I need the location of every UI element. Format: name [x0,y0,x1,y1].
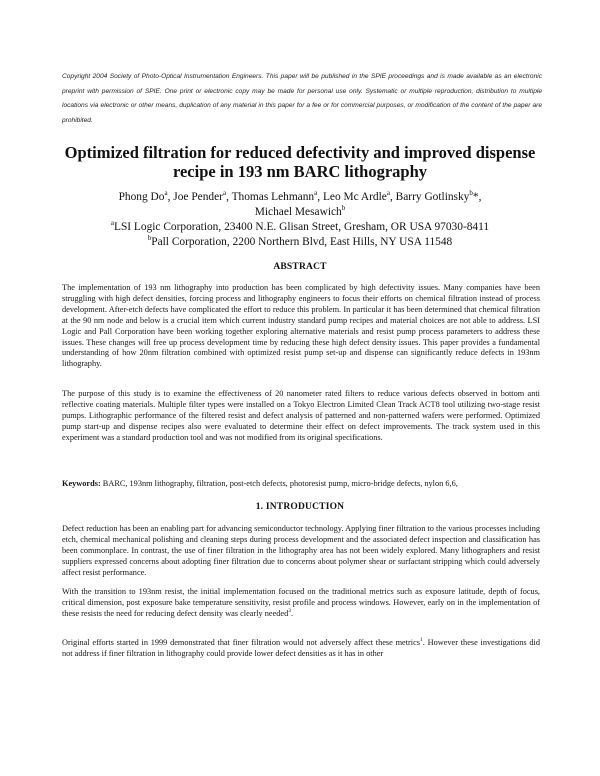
author-affiliation-mark: a [222,189,227,198]
abstract-paragraph-2: The purpose of this study is to examine the effectiveness of 20 nanometer rated filters to reduce various defects observed in bottom anti reflective coating materials. Multiple filter types were installed on a Tokyo Electron Limited Clean Track ACT8 tool utilizing two-stage resist pumps. Lithographic performance of the filtered resist and defect analysis of patterned and non-patterned wafers were performed. Optimized pump start-up and dispense recipes also were evaluated to determine their effect on defect improvements. The track system used in this experiment was a standard production tool and was not modified from its original specifications. [62,389,540,442]
author-affiliation-mark: b [469,189,473,198]
citation-ref: 1 [420,637,423,644]
citation-ref: 3 [288,608,291,615]
affiliation-pall [60,235,540,250]
keywords-line [62,479,540,490]
introduction-paragraph-2 [62,587,540,620]
paper-title [50,143,550,181]
author-name: Joe Pender [173,191,223,203]
author-name: Phong Do [118,191,165,203]
author-name: Thomas Lehmann [231,191,315,203]
affiliation-text: LSI Logic Corporation, 23400 N.E. Glisan Street, Gresham, OR USA 97030-8411 [113,221,490,233]
author-separator: , [317,191,323,203]
introduction-heading: 1. INTRODUCTION [255,502,345,512]
introduction-paragraph-3-continued: . However these investigations did not address if finer filtration in lithography could provide lower defect densities as it has in other [62,638,540,658]
author-affiliation-mark: b [341,204,346,213]
affiliation-mark: b [147,234,152,243]
author-affiliation-mark: a [164,189,168,198]
abstract-heading: ABSTRACT [273,262,327,272]
author-separator: , [389,191,396,203]
introduction-paragraph-2-text: With the transition to 193nm resist, the initial implementation focused on the traditional metrics such as exposure latitude, depth of focus, critical dimension, post exposure bake temperature sensitivity, resist profile and process windows. However, early on in the implementation of these resists the need for reducing defect density was clearly needed [62,587,540,618]
affiliation-mark: a [110,219,114,228]
introduction-paragraph-1: Defect reduction has been an enabling part for advancing semiconductor technology. Applying finer filtration to the various processes including etch, chemical mechanical polishing and cleaning steps during process development and the associated defect inspection and classification has been commonplace. In contrast, the use of finer filtration in the lithography area has not been widely explored. Many lithographers and resist suppliers expressed concerns about adopting finer filtration due to concerns about polymer shear or surfactant stripping which could adversely affect resist performance. [62,524,540,577]
affiliation-text: Pall Corporation, 2200 Northern Blvd, East Hills, NY USA 11548 [151,236,453,248]
title-line-2: recipe in 193 nm BARC lithography [172,162,428,181]
title-line-1: Optimized filtration for reduced defectivity and improved dispense [64,143,536,162]
author-list [60,190,540,220]
copyright-notice: Copyright 2004 Society of Photo-Optical Instrumentation Engineers. This paper will be published in the SPIE proceedings and is made available as an electronic preprint with permission of SPIE. One print or electronic copy may be made for personal use only. Systematic or multiple reproduction, distribution to multiple locations via electronic or other means, duplication of any material in this paper for a fee or for commercial purposes, or modification of the content of the paper are prohibited. [62,73,542,124]
author-affiliation-mark: a [386,189,390,198]
introduction-paragraph-3 [62,638,540,660]
author-name: Michael Mesawich [254,206,342,218]
author-name: Leo Mc Ardle [322,191,387,203]
abstract-paragraph-1: The implementation of 193 nm lithography into production has been complicated by high defectivity issues. Many companies have been struggling with high defect densities, forcing process and lithography engineers to focus their efforts on chemical filtration instead of process development. After-etch defects have complicated the effort to reduce this problem. In particular it has been determined that chemical filtration at the 90 nm node and below is a crucial item which current industry standard pump recipes and material choices are not able to address. LSI Logic and Pall Corporation have been working together exploring alternative materials and resist pump process parameters to address these issues. These changes will free up process development time by reducing these high defect density issues. This paper provides a fundamental understanding of how 20nm filtration combined with optimized resist pump set-up and dispense can significantly reduce defects in 193nm lithography. [62,283,540,369]
author-name: Barry Gotlinsky [395,191,470,203]
author-separator: , [226,191,232,203]
introduction-paragraph-3-text: Original efforts started in 1999 demonstrated that finer filtration would not adversely affect these metrics [62,638,420,647]
author-block [60,190,540,250]
sentence-end: . [290,608,294,618]
author-separator: , [167,191,174,203]
keywords-text: BARC, 193nm lithography, filtration, post-etch defects, photoresist pump, micro-bridge defects, nylon 6,6, [102,479,458,488]
author-affiliation-mark: a [314,189,318,198]
keywords-label: Keywords: [62,479,101,488]
author-separator: *, [472,191,482,203]
affiliation-lsi [60,220,540,235]
